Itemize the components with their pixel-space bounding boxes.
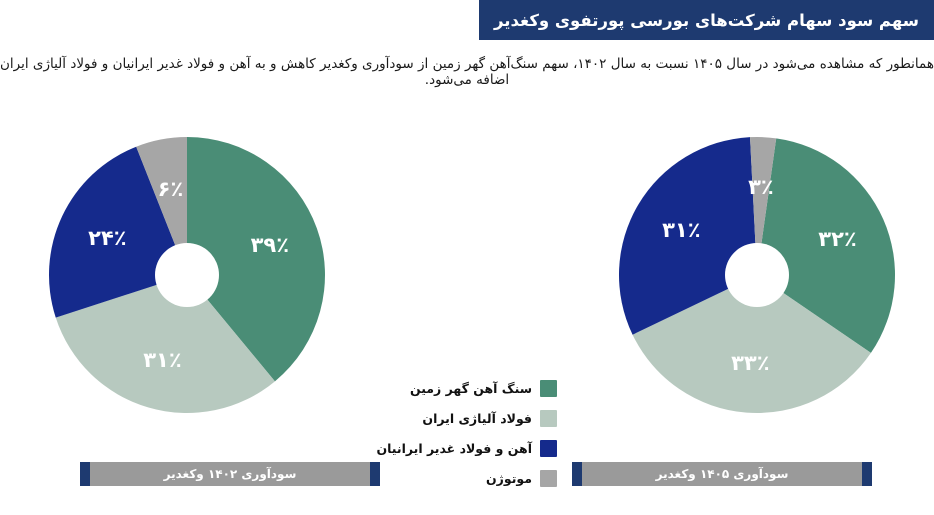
donut-1405 [607, 125, 907, 425]
legend-item [377, 410, 557, 427]
caption-end-cap [80, 462, 90, 486]
slice-label-2: ۳۱٪ [662, 218, 701, 243]
page-subtitle: همانطور که مشاهده می‌شود در سال ۱۴۰۵ نسبت به سال ۱۴۰۲، سهم سنگ‌آهن گهر زمین از سودآوری وکغدیر کاهش و به آهن و فولاد غدیر ایرانیان و فولاد آلیاژی ایران اضافه می‌شود. [0, 56, 934, 88]
donut-hole [155, 243, 219, 307]
caption-1402 [80, 462, 380, 486]
legend-swatch-icon [540, 380, 557, 397]
legend-swatch-icon [540, 440, 557, 457]
caption-end-cap [572, 462, 582, 486]
legend-swatch-icon [540, 470, 557, 487]
caption-end-cap [862, 462, 872, 486]
caption-label: سودآوری ۱۴۰۲ وکغدیر [163, 467, 297, 481]
caption-1405 [572, 462, 872, 486]
legend-item-label: سنگ آهن گهر زمین [409, 381, 532, 396]
chart-1405 [592, 125, 922, 455]
page-title-bar [479, 0, 934, 40]
chart-1402 [22, 125, 352, 455]
legend-item [377, 380, 557, 397]
legend-item-label: فولاد آلیاژی ایران [422, 411, 532, 426]
chart-legend [377, 380, 557, 500]
legend-item-label: آهن و فولاد غدیر ایرانیان [376, 441, 532, 456]
legend-item-label: موتوژن [486, 471, 532, 486]
slice-label-1: ۳۳٪ [731, 350, 770, 375]
slice-label-3: ۶٪ [157, 176, 184, 201]
slice-label-0: ۳۹٪ [250, 233, 290, 258]
donut-hole [725, 243, 789, 307]
donut-1402-svg [37, 125, 337, 425]
legend-item [377, 470, 557, 487]
caption-end-cap [370, 462, 380, 486]
slice-label-3: ۳٪ [748, 175, 774, 200]
donut-1405-svg [607, 125, 907, 425]
donut-1402 [37, 125, 337, 425]
legend-item [377, 440, 557, 457]
page-title: سهم سود سهام شرکت‌های بورسی پورتفوی وکغدیر [494, 10, 919, 30]
slice-label-0: ۳۲٪ [818, 227, 857, 252]
slice-label-2: ۲۴٪ [88, 225, 127, 250]
slice-label-1: ۳۱٪ [143, 347, 182, 372]
legend-swatch-icon [540, 410, 557, 427]
caption-label: سودآوری ۱۴۰۵ وکغدیر [655, 467, 789, 481]
